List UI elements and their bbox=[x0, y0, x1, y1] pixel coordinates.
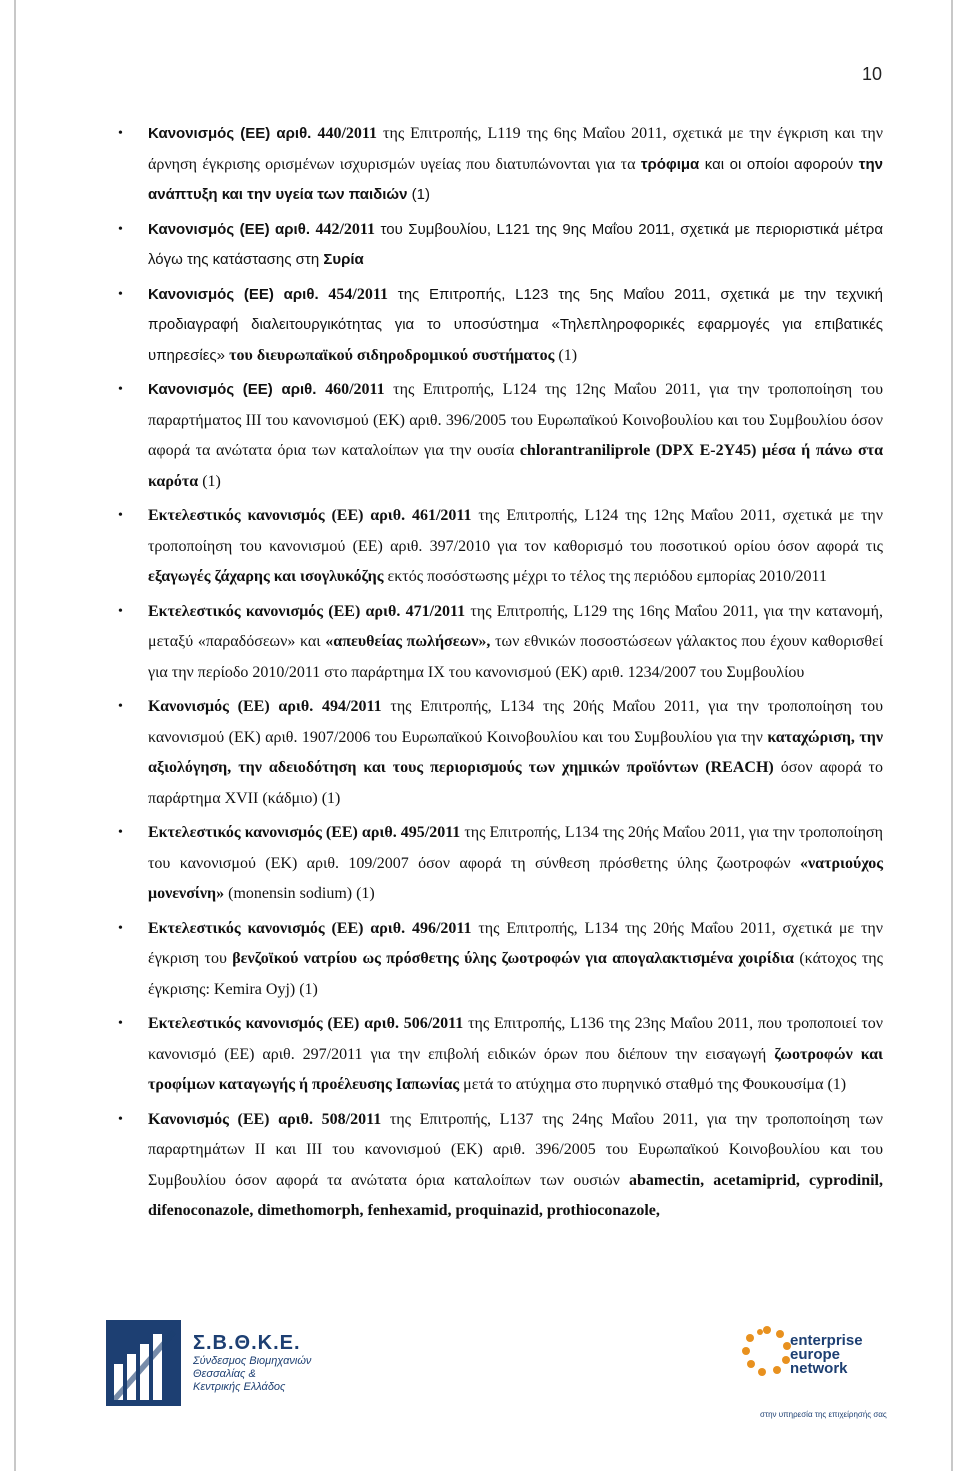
regulation-list bbox=[118, 119, 884, 1227]
bold-text: την ανάπτυξη και την υγεία των παιδιών bbox=[148, 155, 883, 203]
sbvke-logo-icon bbox=[106, 1320, 181, 1406]
bullet-icon: • bbox=[118, 1111, 123, 1127]
bold-text: Κανονισμός (ΕΕ) αριθ. bbox=[148, 285, 329, 303]
bold-text: βενζοϊκού νατρίου ως πρόσθετης ύλης ζωοτροφών για απογαλακτισμένα χοιρίδια bbox=[232, 950, 794, 967]
text-run: της Επιτροπής, L123 της 5ης Μαΐου 2011, σχετικά με την τεχνική προδιαγραφή διαλειτουργικότητας για το υποσύστημα «Τηλεπληροφορικές εφαρμογές για επιβατικές υπηρεσίες» bbox=[148, 285, 883, 364]
text-run: της Επιτροπής, L124 της 12ης Μαΐου 2011, σχετικά με την τροποποίηση του κανονισμού (ΕΕ) αριθ. 397/2010 για τον καθορισμό του ποσοτικού ορίου όσον αφορά τις bbox=[148, 507, 884, 555]
bullet-icon: • bbox=[118, 221, 123, 237]
bold-text: Κανονισμός (ΕΕ) αριθ. 494/2011 bbox=[148, 698, 382, 715]
bold-text: 442/2011 bbox=[315, 220, 376, 238]
text-run: της Επιτροπής, L134 της 20ής Μαΐου 2011, για την τροποποίηση του κανονισμού (ΕΚ) αριθ. 109/2007 όσον αφορά τη σύνθεση πρόσθετης ύλης ζωοτροφών bbox=[148, 824, 884, 872]
text-run: και οι οποίοι αφορούν bbox=[699, 155, 859, 173]
text-run: της Επιτροπής, L124 της 12ης Μαΐου 2011, για την τροποποίηση του παραρτήματος III του κανονισμού (ΕΚ) αριθ. 396/2005 του Ευρωπαϊκού Κοινοβουλίου και του Συμβουλίου όσον αφορά τα ανώτατα όρια των καταλοίπων για την ουσία bbox=[148, 381, 883, 459]
bullet-icon: • bbox=[118, 1016, 123, 1031]
sbvke-title: Σ.Β.Θ.Κ.Ε. bbox=[193, 1332, 301, 1354]
list-item bbox=[118, 692, 884, 814]
list-item bbox=[118, 215, 884, 276]
bold-text: Κανονισμός (ΕΕ) αριθ. 508/2011 bbox=[148, 1110, 382, 1128]
bullet-icon: • bbox=[118, 699, 123, 714]
een-logo-text bbox=[790, 1334, 863, 1376]
text-run: της Επιτροπής, L119 της 6ης Μαΐου 2011, σχετικά με την έγκριση και την άρνηση έγκρισης ορισμένων ισχυρισμών υγείας που διατυπώνονται για τα bbox=[148, 125, 883, 173]
bold-text: Συρία bbox=[323, 251, 364, 268]
bold-text: 440/2011 bbox=[317, 125, 378, 142]
een-line: europe bbox=[790, 1346, 841, 1363]
list-item bbox=[118, 597, 884, 689]
sbvke-text-block bbox=[193, 1332, 311, 1394]
bold-text: του διευρωπαϊκού σιδηροδρομικού συστήματος bbox=[229, 346, 555, 364]
bullet-icon: • bbox=[118, 508, 123, 523]
een-star-icon bbox=[740, 1324, 794, 1378]
bold-text: ζωοτροφών και τροφίμων καταγωγής ή προέλευσης Ιαπωνίας bbox=[148, 1045, 884, 1093]
bullet-icon: • bbox=[118, 825, 123, 840]
page-frame-right bbox=[951, 0, 953, 1471]
text-run: της Επιτροπής, L136 της 23ης Μαΐου 2011, που τροποποιεί τον κανονισμό (ΕΕ) αριθ. 297/2011 για την επιβολή ειδικών όρων που διέπουν την εισαγωγή bbox=[148, 1015, 883, 1063]
list-item bbox=[118, 914, 884, 1006]
text-run: (κάτοχος της έγκρισης: Kemira Oyj) (1) bbox=[148, 950, 883, 998]
bold-text: 460/2011 bbox=[325, 381, 385, 398]
text-run: της Επιτροπής, L129 της 16ης Μαΐου 2011, για την κατανομή, μεταξύ «παραδόσεων» και bbox=[148, 602, 884, 650]
text-run: της Επιτροπής, L134 της 20ής Μαΐου 2011, σχετικά με την έγκριση του bbox=[148, 919, 884, 967]
sbvke-line: Σύνδεσμος Βιομηχανιών bbox=[193, 1355, 312, 1367]
bold-text: Εκτελεστικός κανονισμός (ΕΕ) αριθ. 496/2011 bbox=[148, 919, 472, 937]
bold-text: abamectin, acetamiprid, cyprodinil, difenoconazole, dimethomorph, fenhexamid, proquinazid, prothioconazole, bbox=[148, 1171, 883, 1219]
bullet-icon: • bbox=[118, 603, 123, 619]
text-run: όσον αφορά το παράρτημα XVII (κάδμιο) (1) bbox=[148, 759, 883, 807]
bold-text: «νατριούχος μονενσίνη» bbox=[148, 854, 883, 902]
list-item bbox=[118, 375, 883, 497]
bold-text: «απευθείας πωλήσεων», bbox=[325, 633, 491, 650]
bullet-icon: • bbox=[118, 126, 123, 141]
document-body bbox=[118, 119, 884, 1227]
list-item bbox=[118, 1105, 884, 1227]
bold-text: εξαγωγές ζάχαρης και ισογλυκόζης bbox=[148, 568, 384, 585]
text-run: των εθνικών ποσοστώσεων γάλακτος που έχουν καθορισθεί για την περίοδο 2010/2011 στο παράρτημα IX του κανονισμού (ΕΚ) αριθ. 1234/2007 του Συμβουλίου bbox=[148, 633, 884, 681]
text-run: της Επιτροπής, L134 της 20ής Μαΐου 2011, για την τροποποίηση του κανονισμού (ΕΚ) αριθ. 1907/2006 του Ευρωπαϊκού Κοινοβουλίου και του Συμβουλίου για την bbox=[148, 698, 883, 746]
bold-text: τρόφιμα bbox=[640, 155, 700, 173]
text-run: εκτός ποσόστωσης μέχρι το τέλος της περιόδου εμπορίας 2010/2011 bbox=[383, 568, 827, 585]
sbvke-line: Θεσσαλίας & bbox=[193, 1368, 256, 1380]
page-number: 10 bbox=[861, 64, 882, 84]
bold-text: 454/2011 bbox=[328, 285, 388, 303]
list-item bbox=[118, 119, 883, 211]
bullet-icon: • bbox=[118, 286, 123, 302]
text-run: μετά το ατύχημα στο πυρηνικό σταθμό της Φουκουσίμα (1) bbox=[459, 1076, 847, 1093]
footer bbox=[0, 1300, 960, 1450]
text-run: της Επιτροπής, L137 της 24ης Μαΐου 2011, για την τροποποίηση των παραρτημάτων II και III του κανονισμού (ΕΚ) αριθ. 396/2005 του Ευρωπαϊκού Κοινοβουλίου και του Συμβουλίου όσον αφορά τα ανώτατα όρια καταλοίπων των ουσιών bbox=[148, 1110, 884, 1189]
bullet-icon: • bbox=[118, 920, 123, 936]
bold-text: Εκτελεστικός κανονισμός (ΕΕ) αριθ. 471/2011 bbox=[148, 602, 466, 620]
bold-text: Εκτελεστικός κανονισμός (ΕΕ) αριθ. 506/2011 bbox=[148, 1015, 464, 1032]
list-item bbox=[118, 818, 884, 910]
bold-text: Εκτελεστικός κανονισμός (ΕΕ) αριθ. 495/2011 bbox=[148, 824, 461, 841]
sbvke-line: Κεντρικής Ελλάδος bbox=[193, 1381, 286, 1393]
bold-text: καταχώριση, την αξιολόγηση, την αδειοδότηση και τους περιορισμούς των χημικών προϊόντων (REACH) bbox=[148, 728, 884, 776]
list-item bbox=[118, 280, 883, 372]
list-item bbox=[118, 501, 884, 593]
text-run: (monensin sodium) (1) bbox=[224, 885, 375, 902]
een-tagline: στην υπηρεσία της επιχείρησής σας bbox=[760, 1410, 887, 1419]
list-item bbox=[118, 1009, 884, 1101]
een-line: enterprise bbox=[790, 1332, 863, 1349]
page-frame-left bbox=[14, 0, 16, 1471]
text-run: του Συμβουλίου, L121 της 9ης Μαΐου 2011, σχετικά με περιοριστικά μέτρα λόγω της κατάστασης στη bbox=[148, 220, 884, 268]
bold-text: Κανονισμός (ΕΕ) αριθ. bbox=[148, 125, 318, 142]
text-run: (1) bbox=[554, 346, 578, 364]
bold-text: Εκτελεστικός κανονισμός (ΕΕ) αριθ. 461/2011 bbox=[148, 507, 472, 524]
text-run: (1) bbox=[198, 472, 221, 490]
bullet-icon: • bbox=[118, 382, 123, 397]
bold-text: Κανονισμός (ΕΕ) αριθ. bbox=[148, 220, 316, 238]
bold-text: Κανονισμός (ΕΕ) αριθ. bbox=[148, 381, 326, 398]
text-run: (1) bbox=[407, 186, 430, 203]
bold-text: chlorantraniliprole (DPX E-2Y45) μέσα ή πάνω στα καρότα bbox=[148, 442, 883, 490]
een-line: network bbox=[790, 1360, 848, 1377]
